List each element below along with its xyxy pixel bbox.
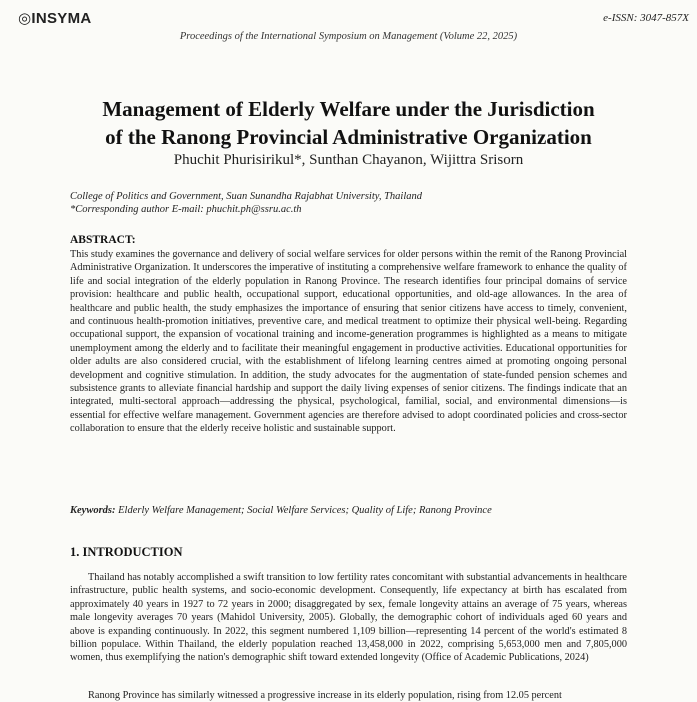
logo-text: INSYMA [31, 10, 92, 27]
authors: Phuchit Phurisirikul*, Sunthan Chayanon, Wijittra Srisorn [173, 152, 524, 168]
affiliation: College of Politics and Government, Suan Sunandha Rajabhat University, Thailand [70, 191, 423, 202]
intro-paragraph-1: Thailand has notably accomplished a swift transition to low fertility rates concomitant with substantial advancements in healthcare infrastructure, public health systems, and socio-economic development. Consequently, life expectancy at birth has escalated from approximately 40 years in 1927 to 72 years in 2000; disaggregated by sex, female longevity attains an average of 75 years, whereas male longevity averages 70 years (Mahidol University, 2005). Globally, the demographic cohort of individuals aged 60 years and above is expanding continuously. In 2022, this segment numbered 1,109 billion—representing 14 percent of the world's estimated 8 billion populace. Within Thailand, the elderly population reached 13,458,000 in 2022, comprising 5,653,000 men and 7,805,000 women, thus exemplifying the nation's demographic shift toward extended longevity (Office of Academic Publications, 2024) [70, 572, 627, 664]
keywords [70, 505, 630, 516]
abstract-text: This study examines the governance and delivery of social welfare services for older persons within the remit of the Ranong Provincial Administrative Organization. It underscores the imperative of instituting a comprehensive welfare framework to enhance the quality of life and social integration of the elderly population in Ranong Province. The research identifies four principal domains of service provision: healthcare and public health, occupational support, educational opportunities, and old-age allowances. In the area of healthcare and public health, the study emphasizes the importance of ensuring that senior citizens have access to timely, convenient, and continuous health-promotion initiatives, preventive care, and medical treatment to optimize their physical well-being. Regarding occupational support, the expansion of vocational training and income-generation programmes is highlighted as a means to mitigate unemployment among the elderly and to facilitate their meaningful engagement in productive activities. Educational opportunities for older adults are also considered crucial, with the establishment of lifelong learning centres aimed at promoting ongoing personal development and cognitive stimulation. In addition, the study advocates for the augmentation of state-funded pension schemes and subsistence grants to alleviate financial hardship and support the daily living expenses of senior citizens. The findings indicate that an integrated, multi-sectoral approach—addressing the physical, psychological, familial, social, and environmental dimensions—is essential for effective welfare management. Government agencies are therefore advised to adopt coordinated policies and cross-sector collaboration to ensure that the elderly receive holistic and sustainable support. [70, 249, 628, 435]
keywords-text: Elderly Welfare Management; Social Welfare Services; Quality of Life; Ranong Province [115, 505, 492, 516]
proceedings-line: Proceedings of the International Symposium on Management (Volume 22, 2025) [179, 31, 518, 42]
title-line-1: Management of Elderly Welfare under the Jurisdiction [102, 97, 595, 121]
logo-mark-icon: ◎ [18, 10, 32, 27]
intro-paragraph-2: Ranong Province has similarly witnessed a progressive increase in its elderly population, rising from 12.05 percent [88, 690, 562, 701]
corresponding-author: *Corresponding author E-mail: phuchit.ph@ssru.ac.th [70, 204, 302, 215]
keywords-label: Keywords: [70, 505, 116, 516]
affiliation-block [70, 190, 657, 216]
title-line-2: of the Ranong Provincial Administrative Organization [105, 125, 592, 149]
issn: e-ISSN: 3047-857X [603, 12, 689, 24]
abstract-heading: ABSTRACT: [70, 234, 136, 246]
journal-logo [18, 9, 92, 27]
paper-title [40, 95, 657, 151]
section-heading: 1. INTRODUCTION [70, 545, 183, 559]
